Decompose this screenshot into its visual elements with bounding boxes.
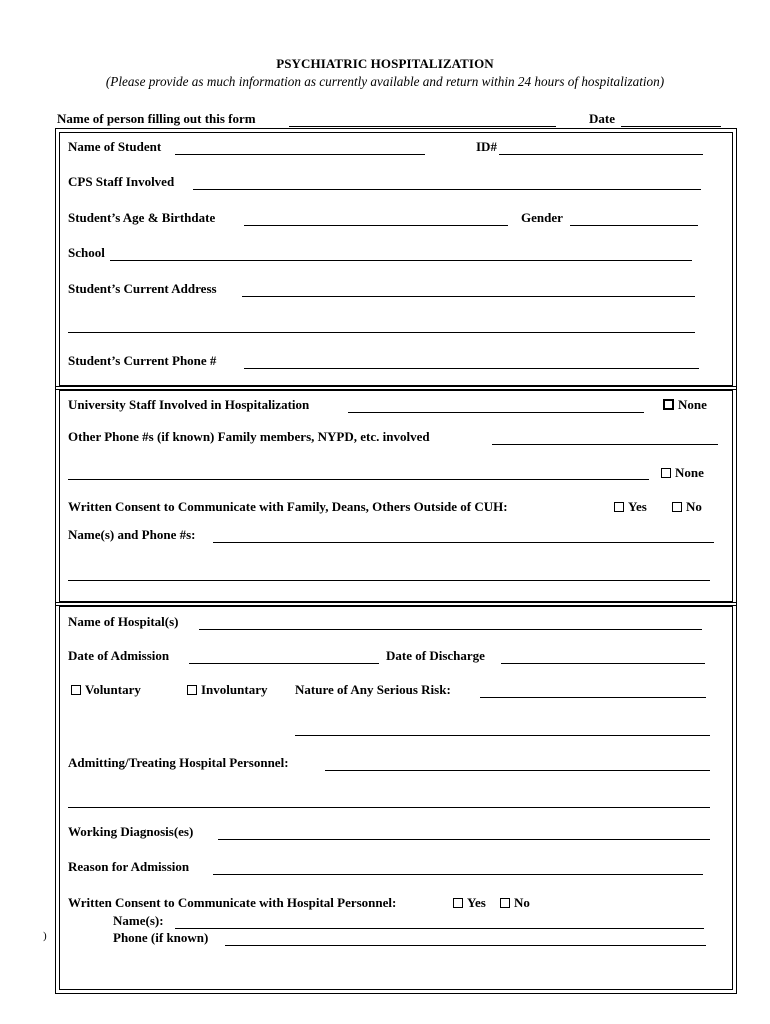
other-phone-field-line-2[interactable] <box>68 479 649 480</box>
checkbox-icon <box>672 502 682 512</box>
none-checkbox-2[interactable] <box>661 465 704 481</box>
checkbox-icon <box>661 468 671 478</box>
names-phones-field[interactable] <box>213 542 714 543</box>
age-birthdate-label: Student’s Age & Birthdate <box>68 210 216 225</box>
checkbox-icon <box>187 685 197 695</box>
personnel-names-label: Name(s): <box>113 913 164 928</box>
personnel-field[interactable] <box>325 770 710 771</box>
admission-date-label: Date of Admission <box>68 648 170 663</box>
form-subtitle: (Please provide as much information as currently available and return within 24 hours of hospitalization) <box>105 74 665 89</box>
names-phones-field-line-2[interactable] <box>68 580 710 581</box>
student-name-label: Name of Student <box>68 139 162 154</box>
admission-date-field[interactable] <box>189 663 379 664</box>
diagnosis-field[interactable] <box>218 839 710 840</box>
checkbox-icon <box>500 898 510 908</box>
no-label: No <box>514 895 530 910</box>
none-label-1: None <box>678 397 707 412</box>
personnel-label: Admitting/Treating Hospital Personnel: <box>68 755 289 770</box>
yes-label: Yes <box>628 499 647 514</box>
university-staff-field[interactable] <box>348 412 644 413</box>
discharge-date-label: Date of Discharge <box>386 648 485 663</box>
hospital-consent-yes-checkbox[interactable] <box>453 895 486 911</box>
age-birthdate-field[interactable] <box>244 225 508 226</box>
voluntary-checkbox[interactable] <box>71 682 141 698</box>
personnel-names-field[interactable] <box>175 928 704 929</box>
gender-label: Gender <box>521 210 563 225</box>
checkbox-icon <box>663 399 674 410</box>
other-phone-field[interactable] <box>492 444 718 445</box>
university-staff-label: University Staff Involved in Hospitalization <box>68 397 310 412</box>
consent-yes-checkbox[interactable] <box>614 499 647 515</box>
hospital-consent-label: Written Consent to Communicate with Hospital Personnel: <box>68 895 397 910</box>
personnel-phone-label: Phone (if known) <box>113 930 209 945</box>
no-label: No <box>686 499 702 514</box>
none-checkbox-1[interactable] <box>663 397 707 413</box>
margin-mark: ) <box>43 930 47 942</box>
reason-label: Reason for Admission <box>68 859 190 874</box>
personnel-field-line-2[interactable] <box>68 807 710 808</box>
cps-staff-label: CPS Staff Involved <box>68 174 175 189</box>
address-field-line-2[interactable] <box>68 332 695 333</box>
university-section <box>55 386 737 606</box>
other-phone-label: Other Phone #s (if known) Family members, NYPD, etc. involved <box>68 429 430 444</box>
voluntary-label: Voluntary <box>85 682 141 697</box>
gender-field[interactable] <box>570 225 698 226</box>
address-field[interactable] <box>242 296 695 297</box>
involuntary-checkbox[interactable] <box>187 682 267 698</box>
student-name-field[interactable] <box>175 154 425 155</box>
form-title: PSYCHIATRIC HOSPITALIZATION <box>276 56 494 71</box>
hospital-name-label: Name of Hospital(s) <box>68 614 179 629</box>
id-field[interactable] <box>499 154 703 155</box>
hospital-consent-no-checkbox[interactable] <box>500 895 530 911</box>
id-label: ID# <box>476 139 497 154</box>
cps-staff-field[interactable] <box>193 189 701 190</box>
discharge-date-field[interactable] <box>501 663 705 664</box>
phone-field[interactable] <box>244 368 699 369</box>
risk-field[interactable] <box>480 697 706 698</box>
filler-name-field[interactable] <box>289 126 556 127</box>
consent-family-label: Written Consent to Communicate with Family, Deans, Others Outside of CUH: <box>68 499 508 514</box>
hospital-name-field[interactable] <box>199 629 702 630</box>
risk-field-line-2[interactable] <box>295 735 710 736</box>
checkbox-icon <box>453 898 463 908</box>
school-field[interactable] <box>110 260 692 261</box>
involuntary-label: Involuntary <box>201 682 268 697</box>
consent-no-checkbox[interactable] <box>672 499 702 515</box>
checkbox-icon <box>614 502 624 512</box>
school-label: School <box>68 245 105 260</box>
filler-name-label: Name of person filling out this form <box>57 111 256 126</box>
checkbox-icon <box>71 685 81 695</box>
risk-label: Nature of Any Serious Risk: <box>295 682 451 697</box>
diagnosis-label: Working Diagnosis(es) <box>68 824 194 839</box>
reason-field[interactable] <box>213 874 703 875</box>
date-label: Date <box>589 111 615 126</box>
yes-label: Yes <box>467 895 486 910</box>
address-label: Student’s Current Address <box>68 281 217 296</box>
date-field[interactable] <box>621 126 721 127</box>
personnel-phone-field[interactable] <box>225 945 706 946</box>
student-info-section <box>55 128 737 390</box>
phone-label: Student’s Current Phone # <box>68 353 217 368</box>
none-label-2: None <box>675 465 704 480</box>
names-phones-label: Name(s) and Phone #s: <box>68 527 196 542</box>
